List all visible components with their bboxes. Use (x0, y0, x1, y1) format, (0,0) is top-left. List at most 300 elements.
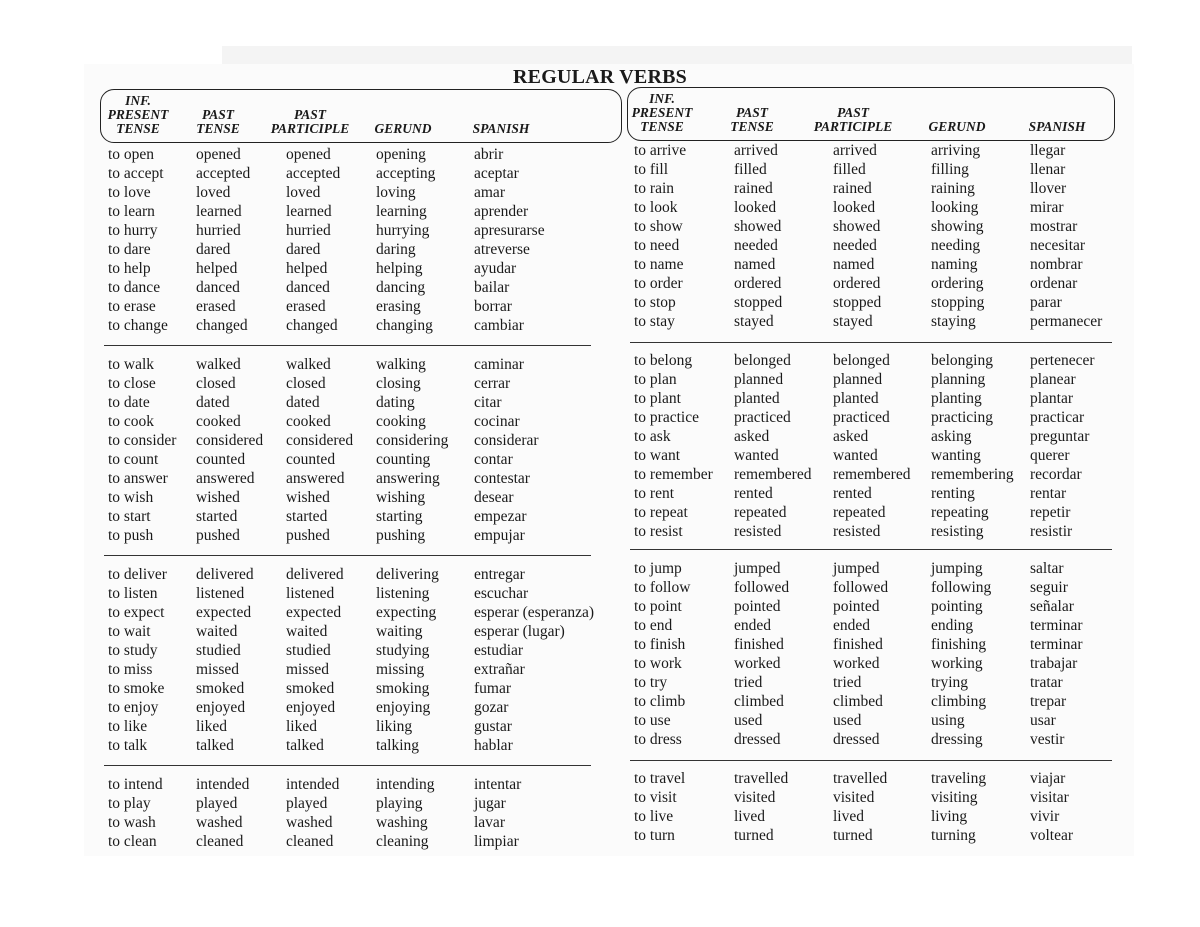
left-gerund-cell: pushing (376, 527, 426, 544)
right-past-tense-cell: tried (734, 674, 763, 691)
right-spanish-cell: viajar (1030, 770, 1066, 787)
left-past-participle-cell: missed (286, 661, 330, 678)
right-past-tense-cell: ended (734, 617, 772, 634)
left-infinitive-cell: to wait (108, 623, 151, 640)
left-past-participle-cell: considered (286, 432, 354, 449)
right-infinitive-cell: to ask (634, 428, 671, 445)
left-spanish-cell: lavar (474, 814, 505, 831)
left-infinitive-cell: to study (108, 642, 158, 659)
right-gerund-cell: wanting (931, 447, 981, 464)
left-past-tense-cell: hurried (196, 222, 241, 239)
right-past-participle-cell: finished (833, 636, 883, 653)
right-infinitive-cell: to plant (634, 390, 681, 407)
right-infinitive-cell: to remember (634, 466, 713, 483)
left-gerund-cell: closing (376, 375, 421, 392)
left-past-tense-cell: smoked (196, 680, 245, 697)
right-past-participle-cell: resisted (833, 523, 881, 540)
right-infinitive-cell: to live (634, 808, 674, 825)
right-past-tense-cell: turned (734, 827, 774, 844)
right-infinitive-cell: to dress (634, 731, 682, 748)
right-past-participle-cell: rained (833, 180, 872, 197)
left-gerund-cell: wishing (376, 489, 426, 506)
right-infinitive-cell: to point (634, 598, 682, 615)
right-spanish-cell: vivir (1030, 808, 1060, 825)
right-past-tense-cell: showed (734, 218, 782, 235)
right-past-participle-cell: repeated (833, 504, 886, 521)
right-past-participle-cell: worked (833, 655, 880, 672)
left-past-tense-cell: dated (196, 394, 230, 411)
left-past-participle-cell: accepted (286, 165, 341, 182)
left-gerund-cell: enjoying (376, 699, 431, 716)
left-gerund-cell: intending (376, 776, 435, 793)
right-past-tense-cell: arrived (734, 142, 778, 159)
right-infinitive-cell: to turn (634, 827, 675, 844)
left-past-tense-cell: opened (196, 146, 241, 163)
right-past-tense-cell: asked (734, 428, 770, 445)
right-infinitive-cell: to climb (634, 693, 686, 710)
left-past-tense-cell: cooked (196, 413, 241, 430)
right-infinitive-cell: to fill (634, 161, 669, 178)
left-infinitive-cell: to answer (108, 470, 168, 487)
right-gerund-cell: staying (931, 313, 976, 330)
right-past-participle-cell: dressed (833, 731, 880, 748)
left-past-participle-cell: dared (286, 241, 321, 258)
left-past-participle-cell: listened (286, 585, 335, 602)
left-spanish-cell: aprender (474, 203, 529, 220)
right-spanish-cell: recordar (1030, 466, 1082, 483)
left-gerund-cell: missing (376, 661, 425, 678)
left-gerund-cell: studying (376, 642, 430, 659)
right-past-tense-cell: planned (734, 371, 784, 388)
right-infinitive-cell: to work (634, 655, 682, 672)
left-past-participle-cell: counted (286, 451, 336, 468)
right-spanish-cell: voltear (1030, 827, 1074, 844)
left-spanish-cell: hablar (474, 737, 513, 754)
right-gerund-cell: climbing (931, 693, 987, 710)
right-past-participle-cell: jumped (833, 560, 880, 577)
right-gerund-cell: looking (931, 199, 979, 216)
right-past-tense-cell: needed (734, 237, 778, 254)
right-infinitive-cell: to jump (634, 560, 682, 577)
right-gerund-cell: ordering (931, 275, 984, 292)
left-infinitive-cell: to wash (108, 814, 156, 831)
right-infinitive-cell: to name (634, 256, 684, 273)
right-infinitive-cell: to stop (634, 294, 676, 311)
right-gerund-cell: following (931, 579, 992, 596)
left-gerund-cell: considering (376, 432, 449, 449)
left-infinitive-cell: to listen (108, 585, 158, 602)
left-past-tense-cell: changed (196, 317, 248, 334)
left-gerund-cell: listening (376, 585, 430, 602)
left-spanish-cell: escuchar (474, 585, 529, 602)
left-infinitive-cell: to open (108, 146, 155, 163)
right-gerund-cell: working (931, 655, 983, 672)
left-past-participle-cell: intended (286, 776, 340, 793)
right-spanish-cell: preguntar (1030, 428, 1090, 445)
right-header-past-tense: PAST TENSE (730, 105, 774, 134)
right-past-participle-cell: turned (833, 827, 873, 844)
left-past-participle-cell: danced (286, 279, 330, 296)
left-past-participle-cell: closed (286, 375, 326, 392)
right-spanish-cell: tratar (1030, 674, 1063, 691)
right-infinitive-cell: to finish (634, 636, 686, 653)
left-spanish-cell: abrir (474, 146, 504, 163)
page-top-band (222, 46, 1132, 64)
right-spanish-cell: llover (1030, 180, 1067, 197)
left-infinitive-cell: to miss (108, 661, 153, 678)
right-past-participle-cell: remembered (833, 466, 911, 483)
left-group-separator (104, 345, 591, 346)
right-past-tense-cell: climbed (734, 693, 784, 710)
right-gerund-cell: planning (931, 371, 986, 388)
left-past-tense-cell: walked (196, 356, 241, 373)
left-past-participle-cell: cooked (286, 413, 331, 430)
left-past-tense-cell: intended (196, 776, 250, 793)
left-spanish-cell: entregar (474, 566, 525, 583)
right-infinitive-cell: to stay (634, 313, 675, 330)
left-spanish-cell: contestar (474, 470, 530, 487)
right-past-participle-cell: stayed (833, 313, 873, 330)
right-past-tense-cell: named (734, 256, 776, 273)
right-past-tense-cell: remembered (734, 466, 812, 483)
right-past-tense-cell: ordered (734, 275, 782, 292)
left-past-tense-cell: waited (196, 623, 238, 640)
left-group-separator (104, 555, 591, 556)
right-spanish-cell: trabajar (1030, 655, 1078, 672)
left-spanish-cell: fumar (474, 680, 512, 697)
left-past-participle-cell: expected (286, 604, 342, 621)
left-spanish-cell: caminar (474, 356, 524, 373)
left-spanish-cell: gozar (474, 699, 509, 716)
left-gerund-cell: hurrying (376, 222, 430, 239)
right-infinitive-cell: to use (634, 712, 671, 729)
right-infinitive-cell: to practice (634, 409, 699, 426)
left-past-tense-cell: counted (196, 451, 246, 468)
left-past-tense-cell: liked (196, 718, 227, 735)
right-past-participle-cell: showed (833, 218, 881, 235)
right-past-participle-cell: belonged (833, 352, 890, 369)
left-past-participle-cell: changed (286, 317, 338, 334)
left-spanish-cell: jugar (474, 795, 506, 812)
right-header-spanish: SPANISH (1028, 119, 1086, 134)
left-gerund-cell: waiting (376, 623, 423, 640)
right-infinitive-cell: to plan (634, 371, 677, 388)
right-spanish-cell: mirar (1030, 199, 1064, 216)
right-header-infinitive: INF. PRESENT TENSE (631, 91, 693, 134)
left-past-tense-cell: loved (196, 184, 231, 201)
left-past-tense-cell: erased (196, 298, 236, 315)
left-spanish-cell: empujar (474, 527, 525, 544)
right-past-tense-cell: rained (734, 180, 773, 197)
right-spanish-cell: mostrar (1030, 218, 1078, 235)
right-gerund-cell: filling (931, 161, 969, 178)
right-spanish-cell: necesitar (1030, 237, 1086, 254)
right-gerund-cell: renting (931, 485, 975, 502)
left-past-tense-cell: delivered (196, 566, 254, 583)
right-past-tense-cell: finished (734, 636, 784, 653)
left-gerund-cell: changing (376, 317, 433, 334)
left-past-tense-cell: closed (196, 375, 236, 392)
right-past-tense-cell: jumped (734, 560, 781, 577)
left-spanish-cell: contar (474, 451, 513, 468)
left-past-participle-cell: wished (286, 489, 330, 506)
right-past-tense-cell: repeated (734, 504, 787, 521)
right-spanish-cell: querer (1030, 447, 1070, 464)
right-gerund-cell: using (931, 712, 965, 729)
right-infinitive-cell: to rent (634, 485, 675, 502)
left-past-participle-cell: washed (286, 814, 333, 831)
right-past-participle-cell: lived (833, 808, 864, 825)
left-gerund-cell: walking (376, 356, 426, 373)
page-title: REGULAR VERBS (513, 66, 687, 88)
left-gerund-cell: smoking (376, 680, 430, 697)
right-spanish-cell: repetir (1030, 504, 1071, 521)
right-past-participle-cell: practiced (833, 409, 890, 426)
right-gerund-cell: resisting (931, 523, 984, 540)
left-past-tense-cell: danced (196, 279, 240, 296)
right-gerund-cell: belonging (931, 352, 993, 369)
left-gerund-cell: expecting (376, 604, 437, 621)
left-spanish-cell: esperar (lugar) (474, 623, 565, 640)
left-gerund-cell: playing (376, 795, 423, 812)
right-spanish-cell: permanecer (1030, 313, 1103, 330)
left-past-participle-cell: cleaned (286, 833, 334, 850)
right-gerund-cell: trying (931, 674, 969, 691)
left-infinitive-cell: to date (108, 394, 150, 411)
left-infinitive-cell: to change (108, 317, 168, 334)
right-header-gerund: GERUND (928, 119, 986, 134)
right-past-participle-cell: planted (833, 390, 879, 407)
right-spanish-cell: planear (1030, 371, 1076, 388)
left-spanish-cell: citar (474, 394, 502, 411)
right-gerund-cell: arriving (931, 142, 981, 159)
right-past-tense-cell: dressed (734, 731, 781, 748)
right-spanish-cell: terminar (1030, 617, 1083, 634)
left-past-participle-cell: dated (286, 394, 320, 411)
right-past-participle-cell: planned (833, 371, 883, 388)
left-past-participle-cell: smoked (286, 680, 335, 697)
right-past-participle-cell: used (833, 712, 862, 729)
left-infinitive-cell: to close (108, 375, 156, 392)
left-past-tense-cell: missed (196, 661, 240, 678)
left-past-participle-cell: pushed (286, 527, 330, 544)
right-past-participle-cell: named (833, 256, 875, 273)
left-spanish-cell: cambiar (474, 317, 524, 334)
right-past-tense-cell: filled (734, 161, 767, 178)
right-past-participle-cell: needed (833, 237, 877, 254)
left-header-infinitive: INF. PRESENT TENSE (107, 93, 169, 136)
left-gerund-cell: accepting (376, 165, 436, 182)
right-infinitive-cell: to travel (634, 770, 686, 787)
right-spanish-cell: señalar (1030, 598, 1074, 615)
left-past-tense-cell: listened (196, 585, 245, 602)
right-past-tense-cell: looked (734, 199, 777, 216)
left-gerund-cell: dating (376, 394, 415, 411)
left-spanish-cell: ayudar (474, 260, 517, 277)
left-spanish-cell: extrañar (474, 661, 525, 678)
right-infinitive-cell: to try (634, 674, 668, 691)
right-spanish-cell: visitar (1030, 789, 1069, 806)
left-past-participle-cell: loved (286, 184, 321, 201)
left-header-gerund: GERUND (374, 121, 432, 136)
right-past-tense-cell: lived (734, 808, 765, 825)
right-infinitive-cell: to need (634, 237, 680, 254)
right-past-participle-cell: filled (833, 161, 866, 178)
left-infinitive-cell: to start (108, 508, 151, 525)
right-infinitive-cell: to order (634, 275, 683, 292)
left-spanish-cell: atreverse (474, 241, 530, 258)
right-infinitive-cell: to look (634, 199, 678, 216)
left-gerund-cell: answering (376, 470, 440, 487)
right-past-participle-cell: wanted (833, 447, 878, 464)
left-past-tense-cell: cleaned (196, 833, 244, 850)
left-past-tense-cell: wished (196, 489, 240, 506)
right-gerund-cell: finishing (931, 636, 987, 653)
left-infinitive-cell: to push (108, 527, 154, 544)
right-spanish-cell: trepar (1030, 693, 1067, 710)
left-past-participle-cell: talked (286, 737, 324, 754)
left-spanish-cell: aceptar (474, 165, 519, 182)
left-spanish-cell: intentar (474, 776, 522, 793)
left-past-participle-cell: helped (286, 260, 328, 277)
left-gerund-cell: cooking (376, 413, 426, 430)
left-past-tense-cell: started (196, 508, 238, 525)
left-past-participle-cell: enjoyed (286, 699, 336, 716)
right-gerund-cell: remembering (931, 466, 1014, 483)
right-gerund-cell: dressing (931, 731, 983, 748)
right-past-tense-cell: travelled (734, 770, 789, 787)
right-past-participle-cell: travelled (833, 770, 888, 787)
right-gerund-cell: visiting (931, 789, 978, 806)
left-infinitive-cell: to talk (108, 737, 148, 754)
left-spanish-cell: estudiar (474, 642, 524, 659)
right-past-tense-cell: belonged (734, 352, 791, 369)
left-past-participle-cell: studied (286, 642, 331, 659)
right-gerund-cell: living (931, 808, 968, 825)
right-past-tense-cell: rented (734, 485, 773, 502)
left-past-participle-cell: walked (286, 356, 331, 373)
right-spanish-cell: seguir (1030, 579, 1068, 596)
left-spanish-cell: limpiar (474, 833, 519, 850)
right-infinitive-cell: to resist (634, 523, 683, 540)
right-past-participle-cell: ordered (833, 275, 881, 292)
left-spanish-cell: gustar (474, 718, 512, 735)
left-spanish-cell: amar (474, 184, 505, 201)
right-gerund-cell: showing (931, 218, 984, 235)
left-infinitive-cell: to intend (108, 776, 163, 793)
left-past-participle-cell: waited (286, 623, 328, 640)
right-gerund-cell: ending (931, 617, 974, 634)
right-past-participle-cell: followed (833, 579, 889, 596)
right-past-tense-cell: practiced (734, 409, 791, 426)
left-past-tense-cell: enjoyed (196, 699, 246, 716)
right-spanish-cell: rentar (1030, 485, 1067, 502)
left-gerund-cell: cleaning (376, 833, 429, 850)
left-past-participle-cell: delivered (286, 566, 344, 583)
left-infinitive-cell: to accept (108, 165, 164, 182)
right-gerund-cell: stopping (931, 294, 985, 311)
left-past-participle-cell: started (286, 508, 328, 525)
left-spanish-cell: empezar (474, 508, 527, 525)
right-spanish-cell: llenar (1030, 161, 1066, 178)
left-infinitive-cell: to hurry (108, 222, 158, 239)
left-past-tense-cell: dared (196, 241, 231, 258)
left-group-separator (104, 765, 591, 766)
left-infinitive-cell: to dance (108, 279, 161, 296)
left-infinitive-cell: to wish (108, 489, 154, 506)
left-past-participle-cell: erased (286, 298, 326, 315)
left-past-tense-cell: considered (196, 432, 264, 449)
right-infinitive-cell: to arrive (634, 142, 687, 159)
left-infinitive-cell: to walk (108, 356, 155, 373)
left-spanish-cell: bailar (474, 279, 510, 296)
right-infinitive-cell: to belong (634, 352, 693, 369)
left-spanish-cell: esperar (esperanza) (474, 604, 595, 621)
right-spanish-cell: nombrar (1030, 256, 1083, 273)
left-past-participle-cell: opened (286, 146, 331, 163)
right-past-tense-cell: stayed (734, 313, 774, 330)
left-gerund-cell: opening (376, 146, 426, 163)
left-past-participle-cell: liked (286, 718, 317, 735)
left-infinitive-cell: to erase (108, 298, 156, 315)
right-past-tense-cell: wanted (734, 447, 779, 464)
right-header-past-participle: PAST PARTICIPLE (813, 105, 893, 134)
right-past-participle-cell: arrived (833, 142, 877, 159)
left-gerund-cell: talking (376, 737, 420, 754)
right-spanish-cell: plantar (1030, 390, 1074, 407)
right-past-tense-cell: resisted (734, 523, 782, 540)
left-past-tense-cell: washed (196, 814, 243, 831)
right-gerund-cell: repeating (931, 504, 989, 521)
left-spanish-cell: desear (474, 489, 514, 506)
right-infinitive-cell: to follow (634, 579, 691, 596)
right-spanish-cell: pertenecer (1030, 352, 1095, 369)
right-spanish-cell: vestir (1030, 731, 1065, 748)
right-infinitive-cell: to want (634, 447, 681, 464)
left-past-tense-cell: pushed (196, 527, 240, 544)
left-past-tense-cell: played (196, 795, 238, 812)
left-infinitive-cell: to play (108, 795, 151, 812)
right-past-tense-cell: visited (734, 789, 776, 806)
right-past-participle-cell: rented (833, 485, 872, 502)
left-infinitive-cell: to help (108, 260, 151, 277)
right-gerund-cell: planting (931, 390, 982, 407)
left-gerund-cell: counting (376, 451, 431, 468)
left-past-tense-cell: answered (196, 470, 255, 487)
right-gerund-cell: practicing (931, 409, 993, 426)
right-infinitive-cell: to repeat (634, 504, 688, 521)
left-past-participle-cell: answered (286, 470, 345, 487)
right-infinitive-cell: to show (634, 218, 683, 235)
right-group-separator (630, 760, 1112, 761)
left-infinitive-cell: to learn (108, 203, 155, 220)
left-spanish-cell: apresurarse (474, 222, 545, 239)
left-gerund-cell: learning (376, 203, 427, 220)
left-past-tense-cell: talked (196, 737, 234, 754)
right-spanish-cell: parar (1030, 294, 1062, 311)
left-past-tense-cell: accepted (196, 165, 251, 182)
right-gerund-cell: traveling (931, 770, 987, 787)
left-infinitive-cell: to clean (108, 833, 157, 850)
right-spanish-cell: ordenar (1030, 275, 1078, 292)
left-infinitive-cell: to like (108, 718, 148, 735)
left-gerund-cell: helping (376, 260, 423, 277)
right-past-participle-cell: asked (833, 428, 869, 445)
right-spanish-cell: terminar (1030, 636, 1083, 653)
right-past-participle-cell: pointed (833, 598, 880, 615)
right-past-participle-cell: looked (833, 199, 876, 216)
left-gerund-cell: daring (376, 241, 416, 258)
